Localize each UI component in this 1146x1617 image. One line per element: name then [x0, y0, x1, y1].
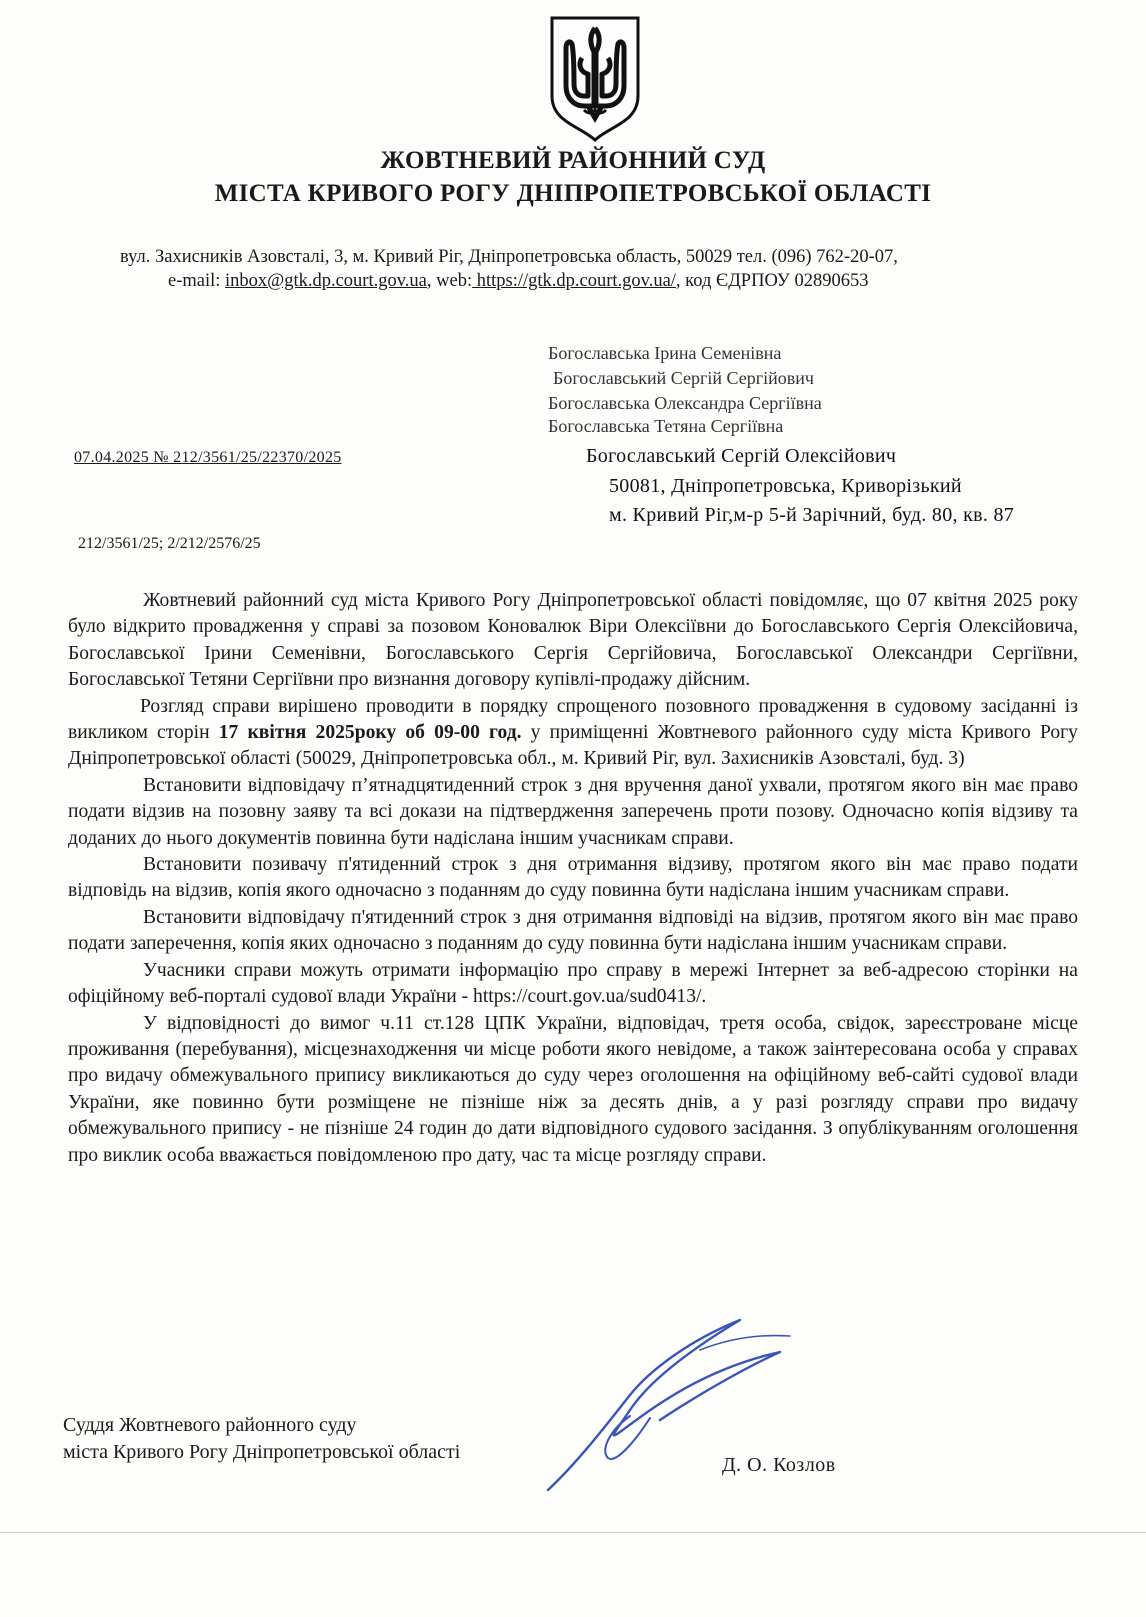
email-link[interactable]: inbox@gtk.dp.court.gov.ua	[225, 271, 427, 291]
hearing-datetime: 17 квітня 2025року об 09-00 год.	[218, 722, 522, 744]
email-label: e-mail:	[168, 271, 226, 291]
hearing-text-end: у приміщенні Жовтневого районного суду міста Кривого Рогу Дніпропетровської області (50029, Дніпропетровська обл., м. Кривий Ріг, вул. Захисників Азовсталі, буд. 3)	[68, 722, 1078, 770]
judge-name: Д. О. Козлов	[722, 1454, 836, 1476]
scan-edge-line	[0, 1532, 1146, 1533]
ukraine-coat-of-arms-icon	[548, 14, 642, 144]
notice-body	[68, 588, 1078, 1169]
case-numbers: 212/3561/25; 2/212/2576/25	[78, 535, 261, 552]
court-web-contacts	[168, 271, 869, 292]
paragraph-plaintiff-term: Встановити позивачу п'ятиденний строк з дня отримання відзиву, протягом якого він має право подати відповідь на відзив, копія якого одночасно з поданням до суду повинна бути надіслана іншим учасникам справи.	[68, 854, 1078, 902]
addressee-address-line1: 50081, Дніпропетровська, Криворізький	[609, 475, 962, 497]
main-addressee-name: Богославський Сергій Олексійович	[586, 445, 897, 467]
judge-title-line2: міста Кривого Рогу Дніпропетровської області	[63, 1441, 461, 1463]
hearing-text-start: Розгляд справи вирішено проводити в порядку спрощеного позовного провадження в судовому засіданні із викликом сторін	[68, 695, 1078, 744]
addressee-address-line2: м. Кривий Ріг,м-р 5-й Зарічний, буд. 80, кв. 87	[609, 504, 1015, 526]
paragraph-hearing-info	[68, 694, 1078, 773]
addressee-name: Богославська Ірина Семенівна	[548, 343, 782, 363]
addressee-name: Богославський Сергій Сергійович	[553, 368, 814, 388]
edrpou-code: , код ЄДРПОУ 02890653	[675, 271, 869, 291]
addressee-name: Богославська Олександра Сергіївна	[548, 393, 822, 413]
court-name-line2: МІСТА КРИВОГО РОГУ ДНІПРОПЕТРОВСЬКОЇ ОБЛАСТІ	[214, 180, 932, 207]
document-date-number: 07.04.2025 № 212/3561/25/22370/2025	[74, 449, 342, 466]
paragraph-case-opened: Жовтневий районний суд міста Кривого Рогу Дніпропетровської області повідомляє, що 07 квітня 2025 року було відкрито провадження у справі за позовом Коновалюк Віри Олексіївни до Богославського Сергія Олексійовича, Богославської Ірини Семенівни, Богославського Сергія Сергійовича, Богославської Олександри Сергіївни, Богославської Тетяни Сергіївни про визнання договору купівлі-продажу дійсним.	[68, 590, 1078, 691]
addressee-name: Богославська Тетяна Сергіївна	[548, 416, 784, 436]
paragraph-objection-term: Встановити відповідачу п'ятиденний строк з дня отримання відповіді на відзив, протягом якого він має право подати заперечення, копія яких одночасно з поданням до суду повинна бути надіслана іншим учасникам справи.	[68, 906, 1078, 955]
paragraph-online-info: Учасники справи можуть отримати інформацію про справу в мережі Інтернет за веб-адресою сторінки на офіційному веб-порталі судової влади України - https://court.gov.ua/sud0413/.	[68, 959, 1078, 1008]
paragraph-legal-notice: У відповідності до вимог ч.11 ст.128 ЦПК України, відповідач, третя особа, свідок, зареєстроване місце проживання (перебування), місцезнаходження чи місце роботи якого невідоме, а також заінтересована особа у справах про видачу обмежувального припису викликаються до суду через оголошення на офіційному веб-сайті судової влади України, яке повинно бути розміщене не пізніше ніж за десять днів, а у разі розгляду справи про видачу обмежувального припису - не пізніше 24 годин до дати відповідного судового засідання. З опублікуванням оголошення про виклик особа вважається повідомленою про дату, час та місце розгляду справи.	[68, 1012, 1078, 1166]
court-contact-line: вул. Захисників Азовсталі, 3, м. Кривий Ріг, Дніпропетровська область, 50029 тел. (096) 762-20-07,	[120, 247, 898, 267]
court-name-line1: ЖОВТНЕВИЙ РАЙОННИЙ СУД	[380, 147, 766, 174]
judge-title-line1: Суддя Жовтневого районного суду	[63, 1414, 357, 1436]
website-link[interactable]: https://gtk.dp.court.gov.ua/	[472, 271, 676, 291]
paragraph-defendant-term: Встановити відповідачу п’ятнадцятиденний строк з дня вручення даної ухвали, протягом якого він має право подати відзив на позовну заяву та всі докази на підтвердження заперечень проти позову. Одночасно копія відзиву та доданих до нього документів повинна бути надіслана іншим учасникам справи.	[68, 774, 1078, 849]
web-label: , web:	[426, 271, 473, 291]
